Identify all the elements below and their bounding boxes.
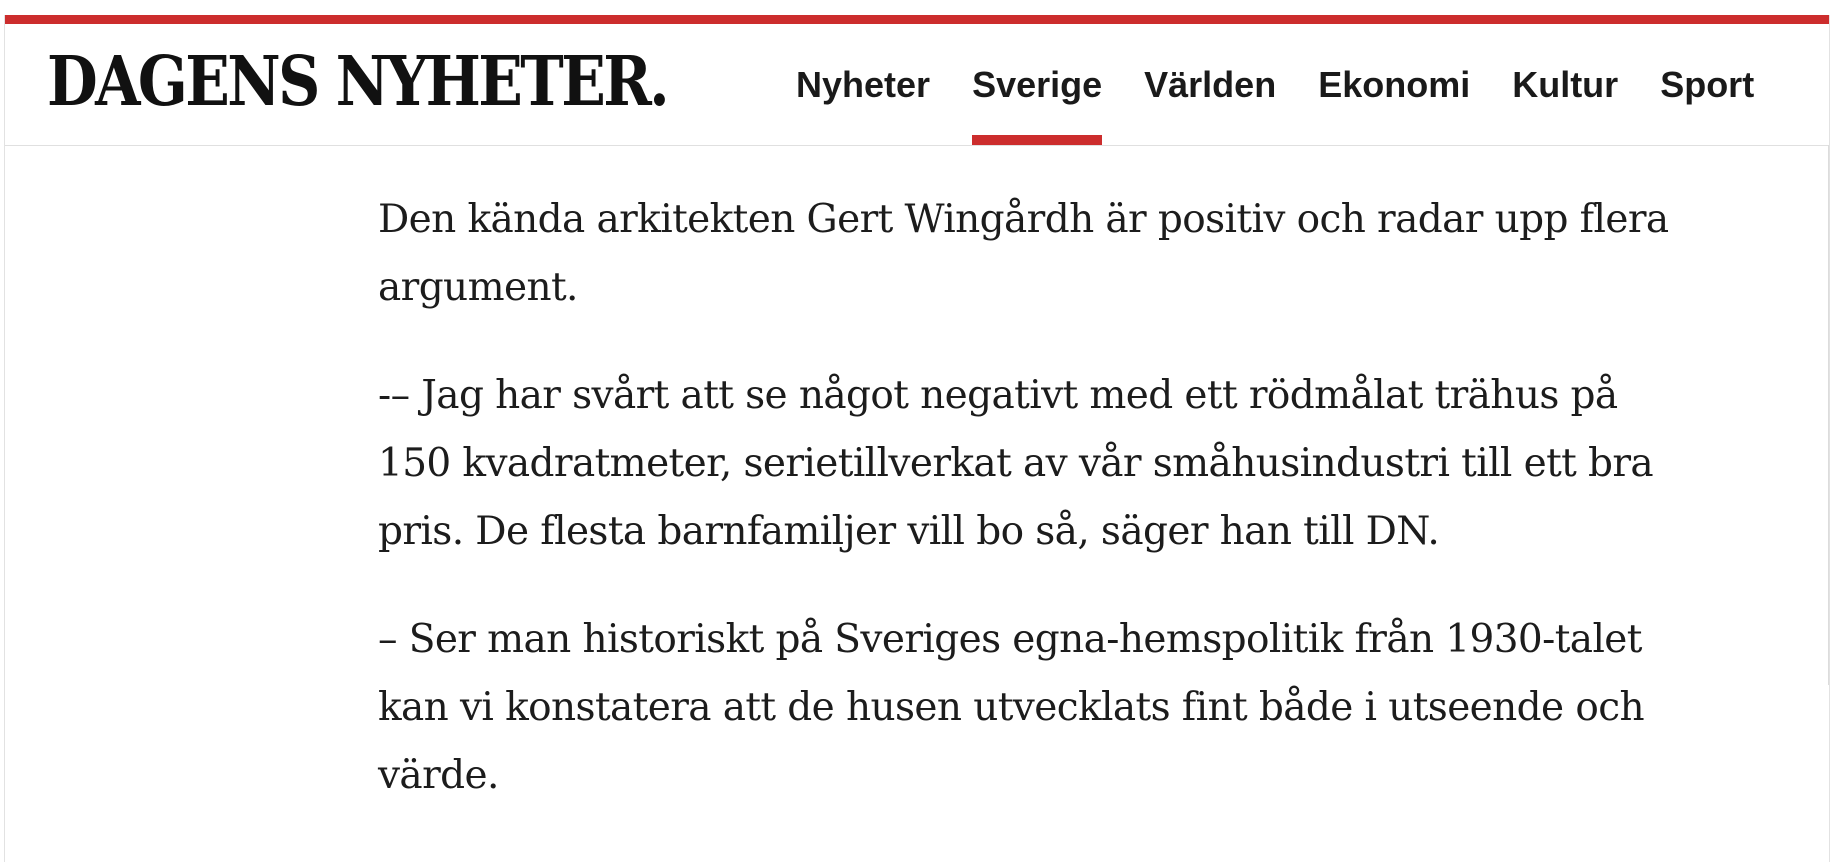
site-logo[interactable]: DAGENS NYHETER. — [47, 42, 668, 122]
nav-item-label: Nyheter — [796, 63, 931, 105]
nav-item-ekonomi[interactable] — [1297, 24, 1491, 145]
nav-item-varlden[interactable] — [1123, 24, 1297, 145]
article-body — [378, 186, 1678, 850]
nav-item-label: Kultur — [1512, 63, 1619, 105]
nav-item-sverige[interactable] — [951, 24, 1123, 145]
main-nav — [788, 24, 1775, 145]
article-paragraph: Den kända arkitekten Gert Wingårdh är positiv och radar upp flera argument. — [378, 197, 1669, 310]
nav-item-nyheter[interactable] — [788, 24, 951, 145]
nav-item-label: Sverige — [972, 63, 1103, 105]
nav-item-label: Världen — [1144, 63, 1277, 105]
nav-item-label: Ekonomi — [1318, 63, 1471, 105]
top-accent-bar — [5, 15, 1829, 24]
article-paragraph: – Ser man historiskt på Sveriges egna-hemspolitik från 1930-talet kan vi konstatera att de husen utvecklats fint både i utseende och värde. — [378, 617, 1644, 798]
article-paragraph: -– Jag har svårt att se något negativt med ett rödmålat trähus på 150 kvadratmeter, serietillverkat av vår småhusindustri till ett bra pris. De flesta barnfamiljer vill bo så, säger han till DN. — [378, 373, 1654, 554]
nav-item-label: Sport — [1660, 63, 1755, 105]
content-edge-divider — [1828, 145, 1829, 685]
nav-item-sport[interactable] — [1639, 24, 1775, 145]
active-indicator — [972, 135, 1102, 145]
nav-item-kultur[interactable] — [1491, 24, 1639, 145]
site-header — [5, 24, 1829, 146]
